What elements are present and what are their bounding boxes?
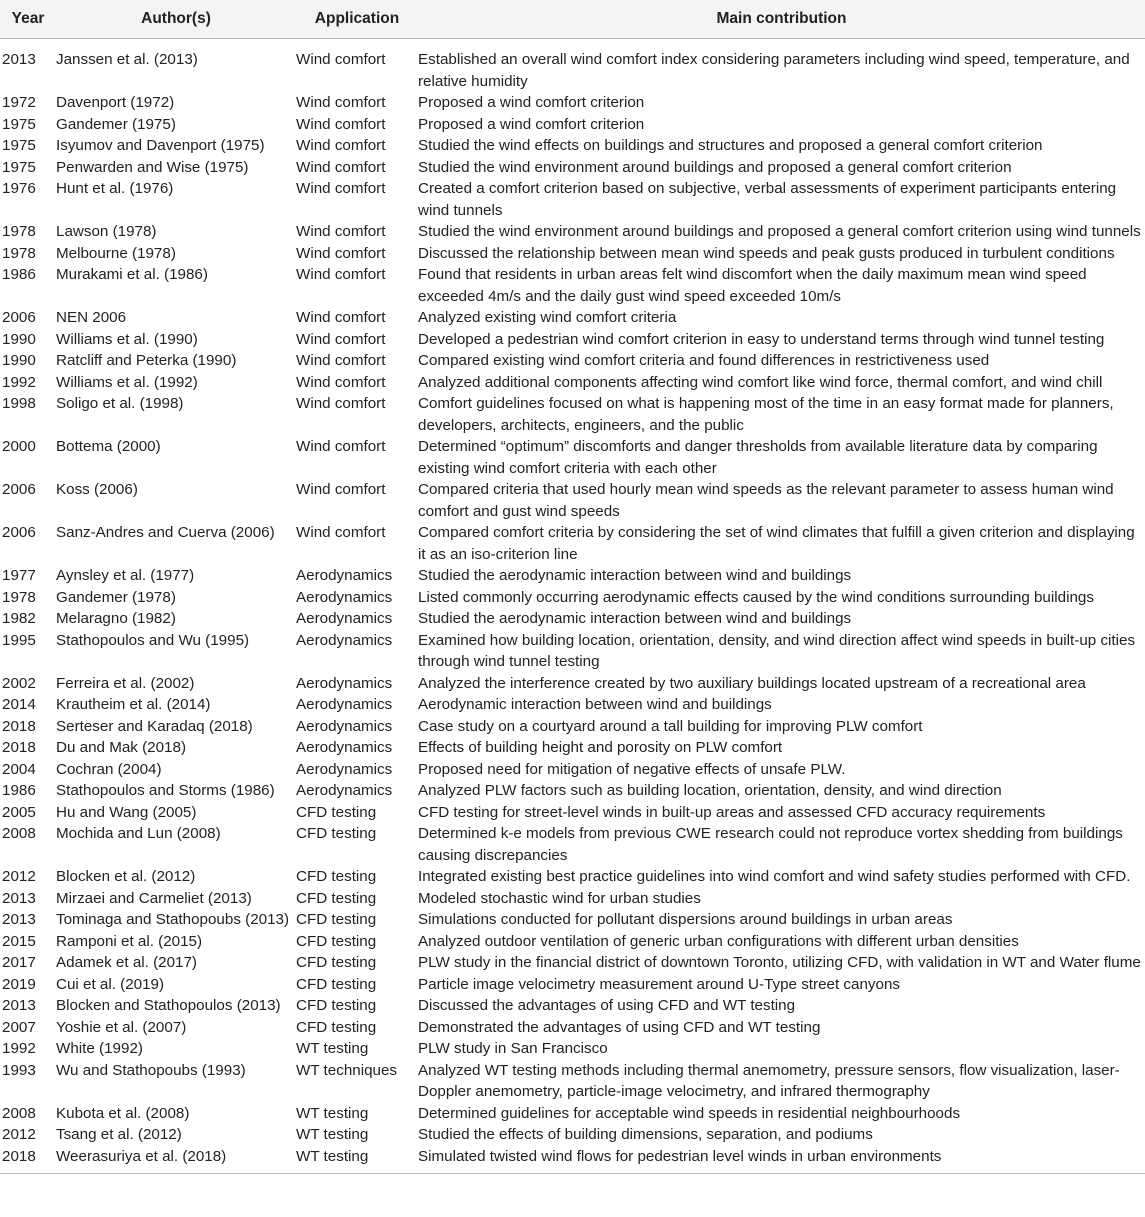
table-row [0,587,1145,609]
cell-application: Wind comfort [296,309,386,326]
table-row [0,157,1145,179]
table-row [0,802,1145,824]
cell-year: 1990 [2,330,36,348]
cell-contribution: Compared comfort criteria by considering the set of wind climates that fulfill a given criterion and displaying it as an iso-criterion line [418,524,1135,563]
cell-application: CFD testing [296,868,377,885]
cell-contribution: Modeled stochastic wind for urban studies [418,889,701,907]
cell-author: Ramponi et al. (2015) [56,932,203,950]
cell-contribution: Compared existing wind comfort criteria and found differences in restrictiveness used [418,352,990,369]
table-row [0,630,1145,673]
cell-application: Aerodynamics [296,631,393,649]
cell-author: Sanz-Andres and Cuerva (2006) [56,524,275,541]
cell-application: CFD testing [296,825,377,842]
cell-application: CFD testing [296,932,377,950]
cell-author: Aynsley et al. (1977) [56,567,195,584]
cell-year: 1990 [2,352,36,369]
cell-author: Bottema (2000) [56,438,161,455]
table-row [0,307,1145,329]
cell-year: 1986 [2,266,36,283]
cell-author: Adamek et al. (2017) [56,954,197,971]
cell-application: Aerodynamics [296,739,393,756]
cell-application: Wind comfort [296,438,386,455]
cell-contribution: PLW study in San Francisco [418,1040,608,1057]
cell-author: Kubota et al. (2008) [56,1104,190,1122]
cell-author: Du and Mak (2018) [56,739,187,756]
cell-contribution: Case study on a courtyard around a tall building for improving PLW comfort [418,717,923,735]
cell-author: Melaragno (1982) [56,610,176,627]
cell-contribution: PLW study in the financial district of downtown Toronto, utilizing CFD, with validation in WT and Water flume [418,954,1141,971]
table-row [0,178,1145,221]
cell-year: 1992 [2,373,36,391]
cell-contribution: Studied the aerodynamic interaction between wind and buildings [418,567,852,584]
cell-contribution: Studied the aerodynamic interaction between wind and buildings [418,610,852,627]
cell-contribution: Proposed a wind comfort criterion [418,94,645,111]
cell-contribution: Effects of building height and porosity on PLW comfort [418,739,783,756]
cell-author: Hunt et al. (1976) [56,180,174,197]
cell-year: 1986 [2,782,36,799]
cell-application: Aerodynamics [296,782,393,799]
cell-application: CFD testing [296,803,377,821]
cell-author: Davenport (1972) [56,94,175,111]
cell-application: CFD testing [296,997,377,1014]
cell-contribution: Created a comfort criterion based on subjective, verbal assessments of experiment participants entering wind tunnels [418,180,1117,219]
table-row [0,372,1145,394]
cell-year: 2015 [2,932,36,950]
cell-year: 1992 [2,1040,36,1057]
cell-author: Koss (2006) [56,481,138,498]
table-row [0,716,1145,738]
table-row [0,243,1145,265]
table-row [0,393,1145,436]
cell-contribution: Determined “optimum” discomforts and danger thresholds from available literature data by comparing existing wind comfort criteria with each other [418,438,1098,477]
cell-year: 1978 [2,588,36,606]
cell-author: Ferreira et al. (2002) [56,674,195,692]
cell-application: Aerodynamics [296,696,393,713]
cell-contribution: Analyzed additional components affecting wind comfort like wind force, thermal comfort, and wind chill [418,373,1103,391]
table-row [0,1038,1145,1060]
cell-year: 2008 [2,1104,36,1122]
cell-author: Stathopoulos and Storms (1986) [56,782,275,799]
cell-contribution: Found that residents in urban areas felt wind discomfort when the daily maximum mean wind speed exceeded 4m/s and the daily gust wind speed exceeded 10m/s [418,266,1087,305]
cell-author: Tsang et al. (2012) [56,1126,182,1143]
cell-author: Melbourne (1978) [56,244,176,262]
cell-year: 2008 [2,825,36,842]
cell-year: 1993 [2,1061,36,1079]
cell-year: 2002 [2,674,36,692]
cell-author: Yoshie et al. (2007) [56,1018,187,1036]
cell-year: 2012 [2,1126,36,1143]
cell-year: 2005 [2,803,36,821]
table-row [0,92,1145,114]
cell-year: 2018 [2,739,36,756]
table-row [0,608,1145,630]
cell-application: Aerodynamics [296,674,393,692]
cell-year: 2013 [2,997,36,1014]
cell-author: Blocken et al. (2012) [56,868,196,885]
cell-application: Wind comfort [296,352,386,369]
cell-year: 2013 [2,889,36,907]
cell-application: Aerodynamics [296,588,393,606]
table-row [0,114,1145,136]
header-year: Year [0,0,56,39]
cell-application: WT techniques [296,1061,398,1079]
cell-contribution: Analyzed WT testing methods including thermal anemometry, pressure sensors, flow visualization, laser-Doppler anemometry, particle-image velocimetry, and infrared thermography [418,1061,1120,1100]
cell-application: Wind comfort [296,94,386,111]
cell-author: Cochran (2004) [56,760,162,778]
cell-contribution: Studied the wind environment around buildings and proposed a general comfort criterion [418,158,1012,176]
cell-author: Gandemer (1975) [56,115,176,133]
cell-year: 2014 [2,696,36,713]
cell-contribution: Developed a pedestrian wind comfort criterion in easy to understand terms through wind tunnel testing [418,330,1105,348]
cell-contribution: Proposed a wind comfort criterion [418,115,645,133]
cell-application: Wind comfort [296,51,386,68]
cell-application: WT testing [296,1146,418,1174]
cell-author: Ratcliff and Peterka (1990) [56,352,237,369]
cell-application: CFD testing [296,954,377,971]
cell-contribution: Comfort guidelines focused on what is happening most of the time in an easy format made for planners, developers, architects, engineers, and the public [418,395,1114,434]
table-row [0,522,1145,565]
cell-author: NEN 2006 [56,309,127,326]
cell-application: CFD testing [296,975,377,993]
cell-contribution: Determined k-e models from previous CWE research could not reproduce vortex shedding from buildings causing discrepancies [418,825,1123,864]
cell-author: Weerasuriya et al. (2018) [56,1146,296,1174]
cell-year: 1995 [2,631,36,649]
cell-author: Hu and Wang (2005) [56,803,197,821]
cell-contribution: Analyzed PLW factors such as building location, orientation, density, and wind direction [418,782,1002,799]
cell-year: 2018 [0,1146,56,1174]
cell-year: 2017 [2,954,36,971]
cell-year: 1998 [2,395,36,412]
table-row [0,1146,1145,1174]
cell-contribution: Simulated twisted wind flows for pedestrian level winds in urban environments [418,1146,1145,1174]
table-row [0,329,1145,351]
cell-application: Aerodynamics [296,760,393,778]
table-row [0,39,1145,93]
cell-contribution: Discussed the relationship between mean wind speeds and peak gusts produced in turbulent conditions [418,244,1115,262]
cell-application: Wind comfort [296,481,386,498]
table-row [0,780,1145,802]
cell-author: Penwarden and Wise (1975) [56,158,249,176]
cell-year: 2004 [2,760,36,778]
cell-year: 1975 [2,115,36,133]
table-row [0,135,1145,157]
cell-author: Wu and Stathopoubs (1993) [56,1061,246,1079]
table-body [0,39,1145,1174]
cell-author: Williams et al. (1990) [56,330,198,348]
cell-year: 2006 [2,309,36,326]
cell-contribution: Analyzed existing wind comfort criteria [418,309,677,326]
table-row [0,866,1145,888]
table-row [0,1124,1145,1146]
cell-contribution: Proposed need for mitigation of negative effects of unsafe PLW. [418,760,846,778]
cell-application: Aerodynamics [296,717,393,735]
cell-year: 1975 [2,137,36,154]
cell-contribution: CFD testing for street-level winds in built-up areas and assessed CFD accuracy requirements [418,803,1046,821]
cell-year: 2013 [2,51,36,68]
cell-application: Wind comfort [296,395,386,412]
cell-contribution: Simulations conducted for pollutant dispersions around buildings in urban areas [418,911,953,928]
table-row [0,974,1145,996]
cell-author: Tominaga and Stathopoubs (2013) [56,911,290,928]
table-row [0,350,1145,372]
cell-year: 1978 [2,244,36,262]
cell-author: Lawson (1978) [56,223,157,240]
cell-year: 1972 [2,94,36,111]
cell-author: Blocken and Stathopoulos (2013) [56,997,281,1014]
cell-contribution: Compared criteria that used hourly mean wind speeds as the relevant parameter to assess human wind comfort and gust wind speeds [418,481,1114,520]
cell-author: Gandemer (1978) [56,588,176,606]
table-row [0,995,1145,1017]
table-row [0,436,1145,479]
table-row [0,909,1145,931]
cell-year: 1982 [2,610,36,627]
cell-contribution: Determined guidelines for acceptable wind speeds in residential neighbourhoods [418,1104,961,1122]
cell-contribution: Analyzed outdoor ventilation of generic urban configurations with different urban densities [418,932,1019,950]
cell-application: Wind comfort [296,137,386,154]
cell-author: Williams et al. (1992) [56,373,198,391]
table-row [0,888,1145,910]
cell-application: Wind comfort [296,330,386,348]
table-row [0,823,1145,866]
cell-year: 2000 [2,438,36,455]
cell-contribution: Established an overall wind comfort index considering parameters including wind speed, temperature, and relative humidity [418,51,1130,90]
table-row [0,737,1145,759]
cell-year: 2018 [2,717,36,735]
cell-contribution: Aerodynamic interaction between wind and buildings [418,696,772,713]
cell-author: Krautheim et al. (2014) [56,696,211,713]
table-row [0,1060,1145,1103]
header-authors: Author(s) [56,0,296,39]
cell-application: Aerodynamics [296,610,393,627]
cell-application: WT testing [296,1104,369,1122]
cell-author: Murakami et al. (1986) [56,266,208,283]
header-contribution: Main contribution [418,0,1145,39]
cell-contribution: Integrated existing best practice guidelines into wind comfort and wind safety studies performed with CFD. [418,868,1131,885]
cell-application: WT testing [296,1040,369,1057]
cell-year: 1977 [2,567,36,584]
table-row [0,1017,1145,1039]
cell-author: Mochida and Lun (2008) [56,825,221,842]
cell-contribution: Demonstrated the advantages of using CFD and WT testing [418,1018,821,1036]
table-row [0,952,1145,974]
cell-author: Serteser and Karadaq (2018) [56,717,253,735]
cell-contribution: Examined how building location, orientation, density, and wind direction affect wind speeds in built-up cities through wind tunnel testing [418,631,1136,670]
cell-author: Isyumov and Davenport (1975) [56,137,265,154]
cell-application: Aerodynamics [296,567,393,584]
table-row [0,759,1145,781]
cell-year: 2006 [2,524,36,541]
cell-year: 2006 [2,481,36,498]
cell-year: 2013 [2,911,36,928]
cell-application: WT testing [296,1126,369,1143]
table-row [0,221,1145,243]
cell-application: Wind comfort [296,244,386,262]
header-application: Application [296,0,418,39]
cell-application: Wind comfort [296,180,386,197]
cell-author: Cui et al. (2019) [56,975,165,993]
cell-author: Janssen et al. (2013) [56,51,198,68]
cell-application: Wind comfort [296,266,386,283]
cell-year: 1976 [2,180,36,197]
cell-contribution: Discussed the advantages of using CFD and WT testing [418,997,796,1014]
cell-application: Wind comfort [296,223,386,240]
cell-author: White (1992) [56,1040,143,1057]
cell-application: Wind comfort [296,524,386,541]
cell-author: Soligo et al. (1998) [56,395,184,412]
cell-application: Wind comfort [296,373,386,391]
table-row [0,673,1145,695]
cell-contribution: Studied the effects of building dimensions, separation, and podiums [418,1126,873,1143]
cell-application: CFD testing [296,1018,377,1036]
table-row [0,565,1145,587]
cell-application: CFD testing [296,911,377,928]
table-row [0,264,1145,307]
table-row [0,479,1145,522]
cell-application: Wind comfort [296,115,386,133]
table-row [0,931,1145,953]
cell-application: Wind comfort [296,158,386,176]
cell-year: 1975 [2,158,36,176]
cell-application: CFD testing [296,889,377,907]
header-row [0,0,1145,39]
cell-contribution: Studied the wind effects on buildings and structures and proposed a general comfort criterion [418,137,1043,154]
cell-author: Mirzaei and Carmeliet (2013) [56,889,252,907]
cell-year: 2007 [2,1018,36,1036]
cell-year: 2012 [2,868,36,885]
table-row [0,1103,1145,1125]
table-row [0,694,1145,716]
cell-year: 2019 [2,975,36,993]
cell-contribution: Particle image velocimetry measurement around U-Type street canyons [418,975,900,993]
cell-contribution: Analyzed the interference created by two auxiliary buildings located upstream of a recreational area [418,674,1086,692]
cell-year: 1978 [2,223,36,240]
cell-contribution: Studied the wind environment around buildings and proposed a general comfort criterion using wind tunnels [418,223,1141,240]
cell-contribution: Listed commonly occurring aerodynamic effects caused by the wind conditions surrounding buildings [418,588,1094,606]
cell-author: Stathopoulos and Wu (1995) [56,631,250,649]
